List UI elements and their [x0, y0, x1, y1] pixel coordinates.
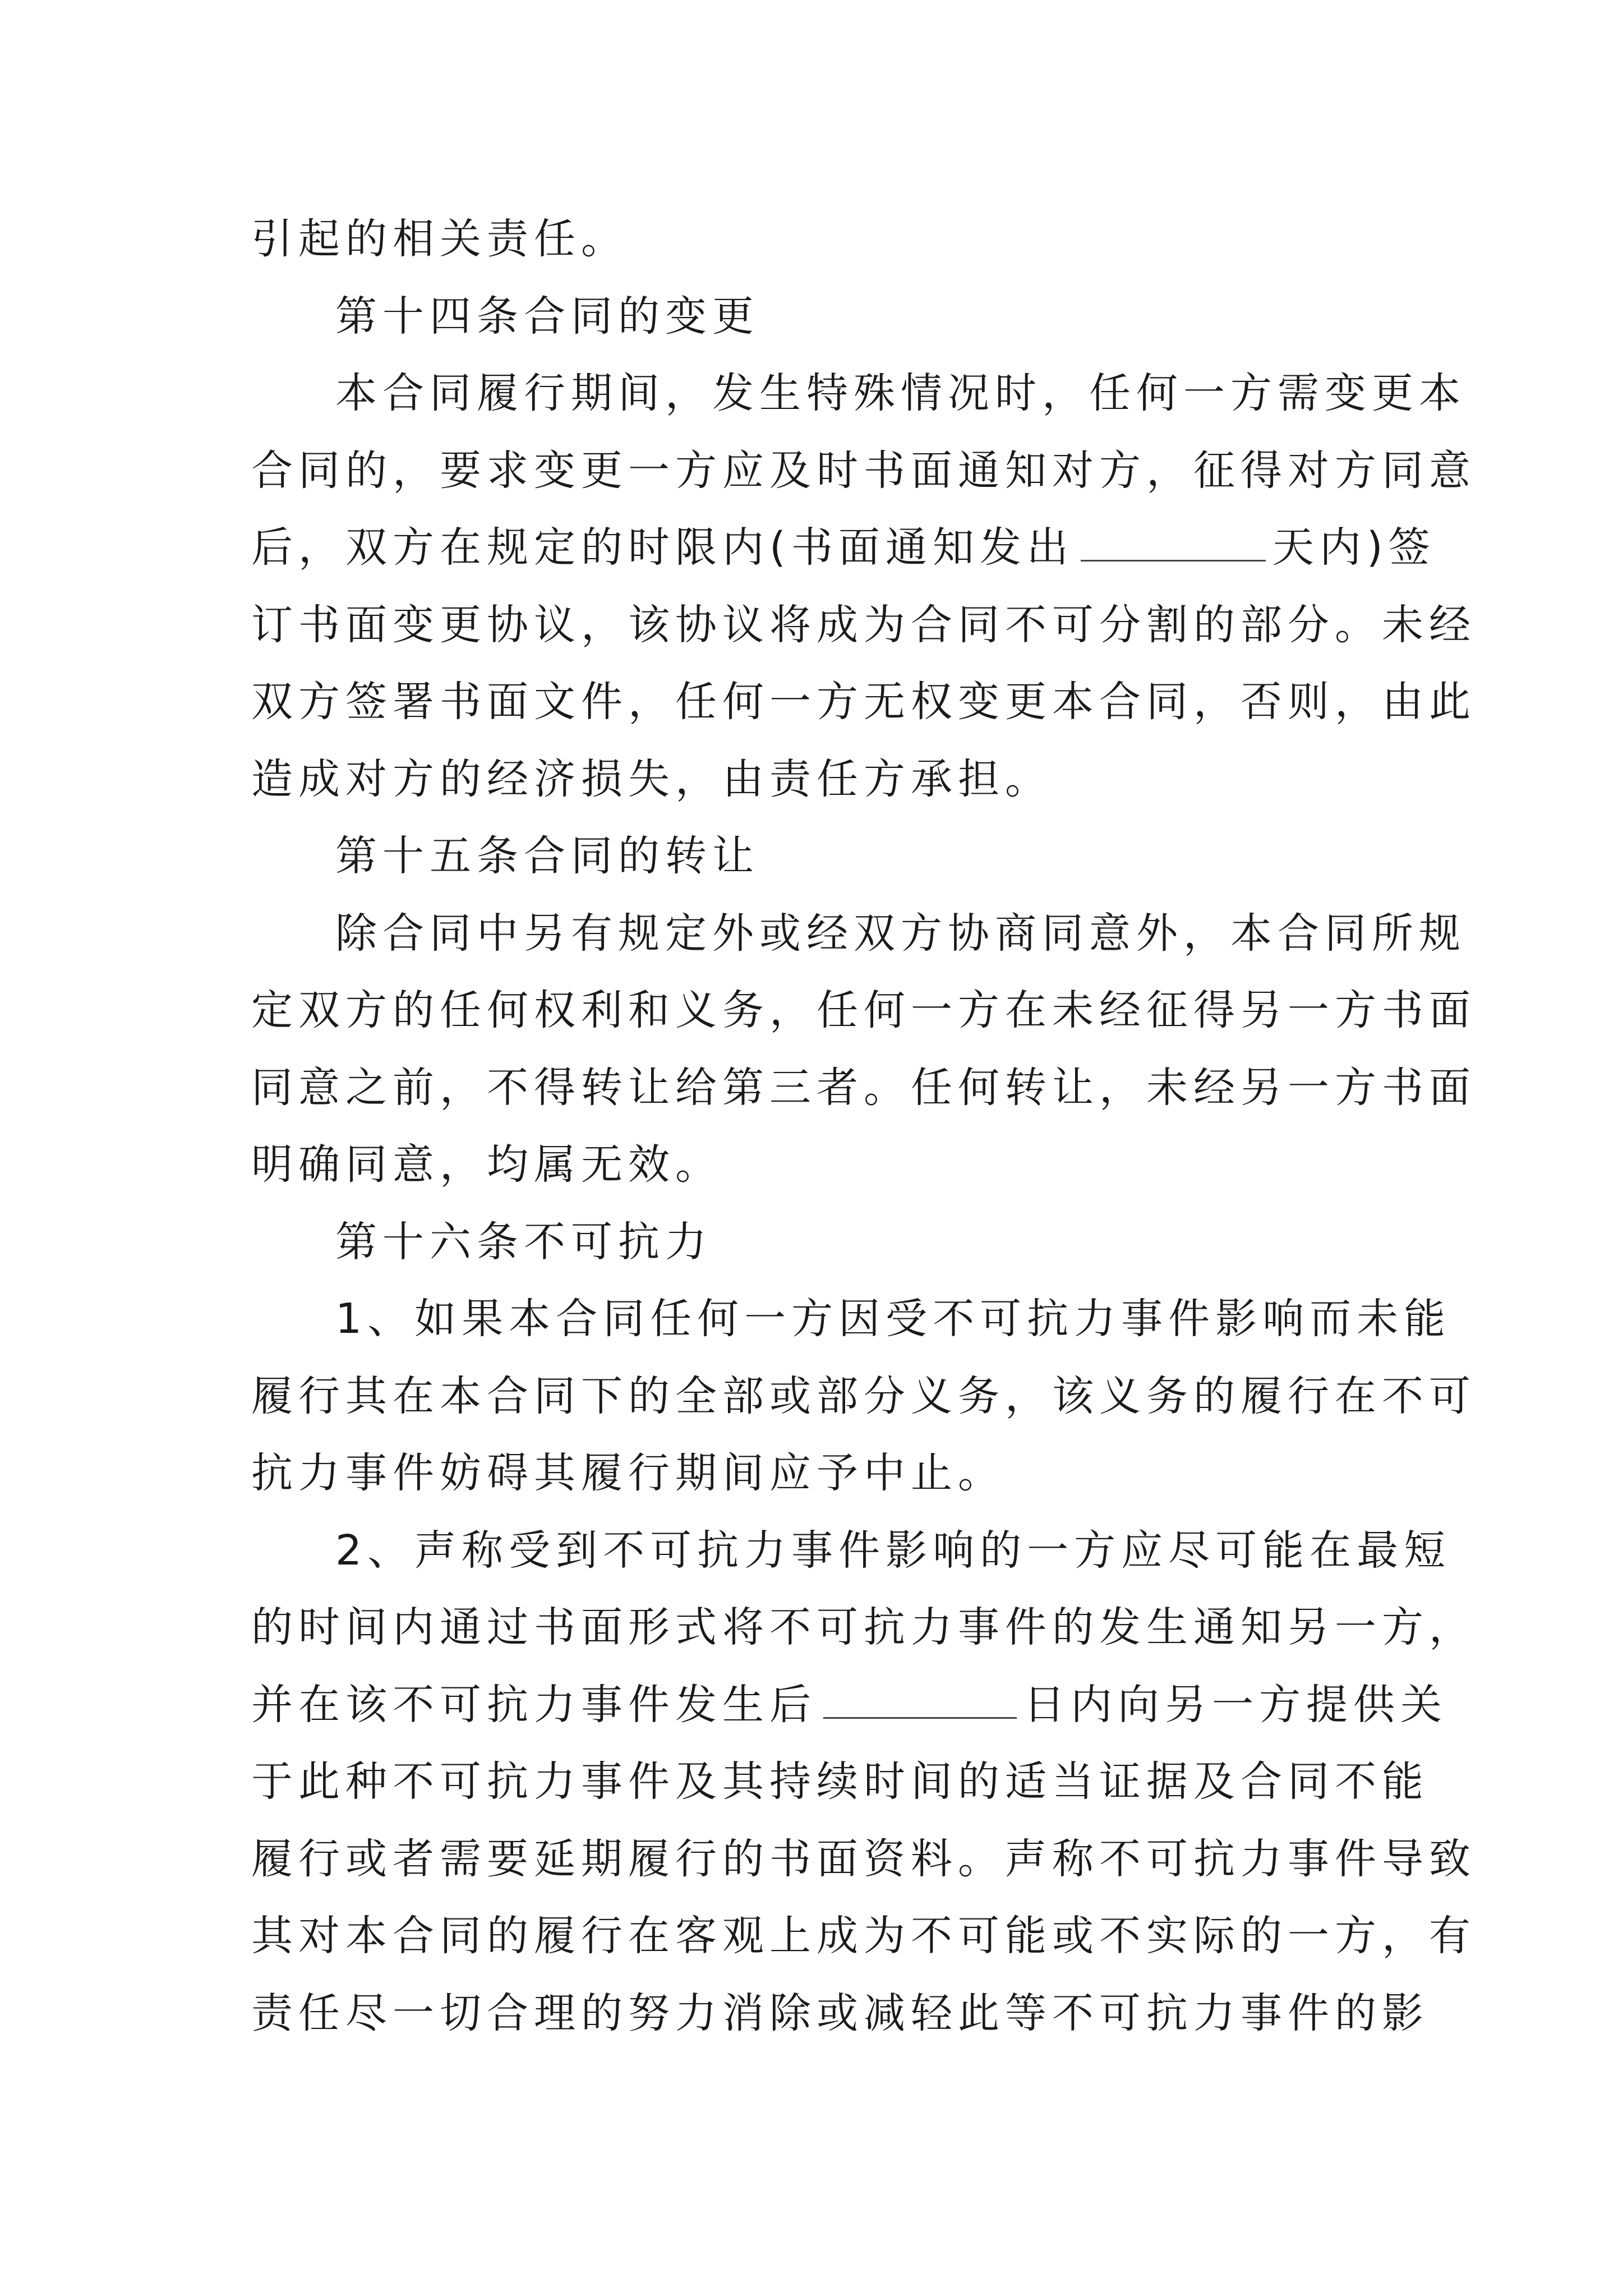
text-line: 定双方的任何权利和义务，任何一方在未经征得另一方书面 — [251, 986, 1476, 1034]
text-line-with-blank — [251, 1667, 1447, 1744]
text-line: 造成对方的经济损失，由责任方承担。 — [251, 754, 1052, 803]
text-line: 的时间内通过书面形式将不可抗力事件的发生通知另一方， — [251, 1603, 1476, 1651]
text-line: 合同的，要求变更一方应及时书面通知对方，征得对方同意 — [251, 446, 1476, 495]
text-line: 同意之前，不得转让给第三者。任何转让，未经另一方书面 — [251, 1063, 1476, 1112]
text-line: 明确同意，均属无效。 — [251, 1140, 722, 1189]
text-line: 本合同履行期间，发生特殊情况时，任何一方需变更本 — [335, 369, 1466, 417]
text-line-with-blank — [251, 509, 1436, 587]
text-line: 责任尽一切合理的努力消除或减轻此等不可抗力事件的影 — [251, 1989, 1429, 2037]
article-14-heading: 第十四条合同的变更 — [335, 292, 759, 341]
text-line: 履行或者需要延期履行的书面资料。声称不可抗力事件导致 — [251, 1834, 1476, 1883]
text-segment: 天内)签 — [1272, 523, 1436, 572]
text-line: 引起的相关责任。 — [251, 215, 628, 263]
text-line: 1、如果本合同任何一方因受不可抗力事件影响而未能 — [335, 1295, 1451, 1343]
text-segment: 日内向另一方提供关 — [1023, 1680, 1447, 1729]
contract-text — [251, 201, 1476, 2052]
text-line: 履行其在本合同下的全部或部分义务，该义务的履行在不可 — [251, 1372, 1476, 1420]
article-16-heading: 第十六条不可抗力 — [335, 1217, 712, 1266]
text-line: 双方签署书面文件，任何一方无权变更本合同，否则，由此 — [251, 678, 1476, 726]
text-line: 2、声称受到不可抗力事件影响的一方应尽可能在最短 — [335, 1526, 1451, 1575]
text-line: 除合同中另有规定外或经双方协商同意外，本合同所规 — [335, 909, 1466, 958]
article-15-heading: 第十五条合同的转让 — [335, 832, 759, 880]
fill-in-blank-days — [1081, 527, 1266, 562]
text-line: 抗力事件妨碍其履行期间应予中止。 — [251, 1449, 1005, 1497]
text-segment: 后，双方在规定的时限内(书面通知发出 — [251, 523, 1074, 572]
text-segment: 并在该不可抗力事件发生后 — [251, 1680, 817, 1729]
text-line: 于此种不可抗力事件及其持续时间的适当证据及合同不能 — [251, 1757, 1429, 1806]
text-line: 订书面变更协议，该协议将成为合同不可分割的部分。未经 — [251, 600, 1476, 649]
text-line: 其对本合同的履行在客观上成为不可能或不实际的一方，有 — [251, 1912, 1476, 1960]
fill-in-blank-days — [823, 1685, 1017, 1719]
